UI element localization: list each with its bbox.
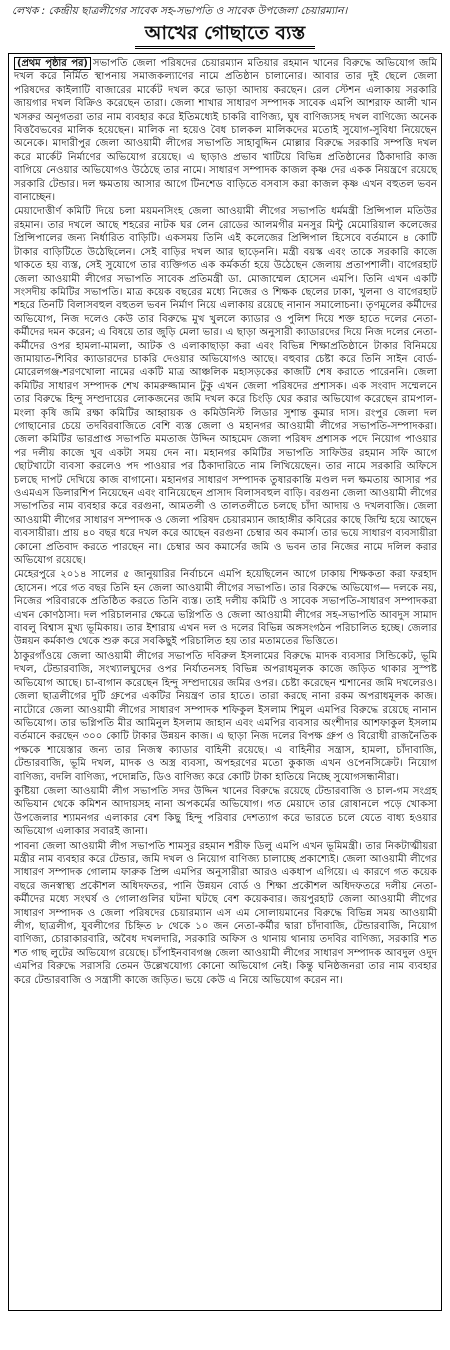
article-paragraph: ঠাকুরগাঁওয়ে জেলা আওয়ামী লীগের সভাপতি দবিরুল ইসলামের বিরুদ্ধে মাদক ব্যবসার সিন্ডিকেট, ভূমি দখল, টেন্ডারবাজি, সংখ্যালঘুদের ওপর নির্যাতনসহ বিভিন্ন অপরাধমূলক কাজে জড়িত থাকার সুস্পষ্ট অভিযোগ আছে। চা-বাগান করেছেন হিন্দু সম্প্রদায়ের জমির ওপর। চেষ্টা করেছেন শ্মশানের জমি দখলেরও। জেলা ছাত্রলীগের দুটি গ্রুপের একটির নিয়ন্ত্রণ তার হাতে। তারা করছে নানা রকম অপরাধমূলক কাজ। নাটোরে জেলা আওয়ামী লীগের সাধারণ সম্পাদক শফিকুল ইসলাম শিমুল এমপির বিরুদ্ধে রয়েছে নানান অভিযোগ। তার ভগ্নিপতি মীর আমিনুল ইসলাম জাহান এবং এমপির ব্যবসার অংশীদার আশফাকুল ইসলাম বর্তমানে করছেন ৩০০ কোটি টাকার উন্নয়ন কাজ। এ ছাড়া নিজ দলের বিপক্ষ গ্রুপ ও বিরোধী রাজনৈতিক পক্ষকে শায়েস্তার জন্য তার নিজস্ব ক্যাডার বাহিনী রয়েছে। এ বাহিনীর সন্ত্রাস, হামলা, চাঁদাবাজি, টেন্ডারবাজি, ভূমি দখল, মাদক ও অস্ত্র ব্যবসা, অপহরণের মতো কুকাজ এখন ওপেনসিক্রেট। নিয়োগ বাণিজ্য, বদলি বাণিজ্য, পদোন্নতি, ডিও বাণিজ্য করে কোটি টাকা হাতিয়ে নিচ্ছে সুযোগসন্ধানীরা। [14, 650, 437, 783]
paragraph-text: সভাপতি জেলা পরিষদের চেয়ারম্যান মতিয়ার রহমান খানের বিরুদ্ধে অভিযোগ জমি দখল করে নির্মিত স্থাপনায় সমাজকল্যাণের নামে প্রতিষ্ঠান চালানোর। আবার তার দুই ছেলে জেলা পরিষদের কাইলাটি বাজারের মার্কেট দখল করে ভাড়া আদায় করছেন। রেল স্টেশন এলাকায় সরকারি জায়গার দখল বিক্রিও করেছেন তারা। জেলা শাখার সাধারণ সম্পাদক সাবেক এমপি আশরাফ আলী খান খসরুর অনুগতরা তার নাম ব্যবহার করে ইতিমধ্যেই চাকরি বাণিজ্য, ঘুষ বাণিজ্যসহ দখল বাণিজ্যে অনেক বিত্তবৈভবের মালিক হয়েছেন। মালিক না হয়েও বৈধ চালকল মালিকদের মতোই সুযোগ-সুবিধা নিয়েছেন অনেকে। মাদারীপুর জেলা আওয়ামী লীগের সভাপতি সাহাবুদ্দিন মোল্লার বিরুদ্ধে সরকারি সম্পত্তি দখল করে মার্কেট নির্মাণের অভিযোগ রয়েছে। এ ছাড়াও প্রভাব খাটিয়ে বিভিন্ন প্রতিষ্ঠানের ঠিকাদারি কাজ বাগিয়ে নেওয়ার অভিযোগও উঠেছে তার নামে। সাধারণ সম্পাদক কাজল কৃষ্ণ দের একক নিয়ন্ত্রণে রয়েছে সরকারি টেন্ডার। দল ক্ষমতায় আসার আগে টিনশেড বাড়িতে বসবাস করা কাজল কৃষ্ণ এখন বহুতল ভবন বানাচ্ছেন। [14, 58, 437, 204]
author-byline: লেখক : কেন্দ্রীয় ছাত্রলীগের সাবেক সহ-সভাপতি ও সাবেক উপজেলা চেয়ারম্যান। [12, 5, 348, 17]
headline: আখের গোছাতে ব্যস্ত [135, 21, 315, 49]
article-paragraph: কুষ্টিয়া জেলা আওয়ামী লীগ সভাপতি সদর উদ্দিন খানের বিরুদ্ধে রয়েছে টেন্ডারবাজি ও চাল-গম সংগ্রহ অভিযান থেকে কমিশন আদায়সহ নানা অপকর্মের অভিযোগ। গত মেয়াদে তার রোষানলে পড়ে খোকসা উপজেলার শ্যামনগর এলাকার বেশ কিছু হিন্দু পরিবার দেশত্যাগ করে ভারতে চলে যেতে বাধ্য হওয়ার অভিযোগ এলাকার সবারই জানা। [14, 785, 437, 838]
article-paragraph: মেয়াদোত্তীর্ণ কমিটি দিয়ে চলা ময়মনসিংহ জেলা আওয়ামী লীগের সভাপতি ধর্মমন্ত্রী প্রিন্সিপাল মতিউর রহমান। তার দখলে আছে শহরের নাটক ঘর লেন রোডের আলমগীর মনসুর মিন্টু মেমোরিয়াল কলেজের প্রিন্সিপালের জন্য নির্ধারিত বাড়িটি। একসময় তিনি এই কলেজের প্রিন্সিপাল হিসেবে বর্তমানে ৪ কোটি টাকার বাড়িটিতে উঠেছিলেন। সেই বাড়ির দখল আর ছাড়েননি। মন্ত্রী বয়স্ক এবং তাকে সরকারি কাজে থাকতে হয় ব্যস্ত, সেই সুযোগে তার ব্যক্তিগত এক কর্মকর্তা হয়ে উঠেছেন জেলায় প্রতাপশালী। বাগেরহাট জেলা আওয়ামী লীগের সভাপতি সাবেক প্রতিমন্ত্রী ডা. মোজাম্মেল হোসেন এমপি। তিনি এখন একটি সংসদীয় কমিটির সভাপতি। মাত্র কয়েক বছরের মধ্যে নিজের ও শিক্ষক ছেলের ঢাকা, খুলনা ও বাগেরহাট শহরে তিনটি বিলাসবহুল বহুতল ভবন নির্মাণ নিয়ে এলাকায় রয়েছে নানান সমালোচনা। তৃণমূলের কর্মীদের অভিযোগ, নিজ দলেও কেউ তার বিরুদ্ধে মুখ খুললে ক্যাডার ও পুলিশ দিয়ে শক্ত হাতে দলের নেতা-কর্মীদের দমন করেন; এ বিষয়ে তার জুড়ি মেলা ভার। এ ছাড়া অনুসারী ক্যাডারদের দিয়ে নিজ দলের নেতা-কর্মীদের ওপর হামলা-মামলা, আটক ও এলাকাছাড়া করা এবং বিভিন্ন শিক্ষাপ্রতিষ্ঠানে টাকার বিনিময়ে জামায়াত-শিবির ক্যাডারদের চাকরি দেওয়ার অভিযোগও আছে। বহুবার চেষ্টা করে তিনি সাইন বোর্ড-মোরেলগঞ্জ-শরণখোলা নামের একটি মাত্র আঞ্চলিক মহাসড়কের কাজটি শেষ করাতে পারেননি। জেলা কমিটির সাধারণ সম্পাদক শেখ কামরুজ্জামান টুকু এখন জেলা পরিষদের প্রশাসক। এক সংবাদ সম্মেলনে তার বিরুদ্ধে হিন্দু সম্প্রদায়ের লোকজনের জমি দখল করে চিংড়ি ঘের করার অভিযোগ করেছেন রামপাল-মংলা কৃষি জমি রক্ষা কমিটির আহ্বায়ক ও কমিউনিস্ট লিডার সুশান্ত কুমার দাস। রংপুর জেলা দল গোছানোর চেয়ে তদবিরবাজিতে বেশি ব্যস্ত জেলা ও মহানগর আওয়ামী লীগের সভাপতি-সম্পাদকরা। জেলা কমিটির ভারপ্রাপ্ত সভাপতি মমতাজ উদ্দিন আহমেদ জেলা পরিষদ প্রশাসক পদে নিয়োগ পাওয়ার পর দলীয় কাজে খুব একটা সময় দেন না। মহানগর কমিটির সভাপতি সাফিউর রহমান সফি আগে ছোটখাটো ব্যবসা করলেও পদ পাওয়ার পর ঠিকাদারিতে নাম লিখিয়েছেন। তার নামে সরকারি অফিসে চলছে দাপট দেখিয়ে কাজ বাগানো। মহানগর সাধারণ সম্পাদক তুষারকান্তি মণ্ডল দল ক্ষমতায় আসার পর ওএমএস ডিলারশিপ নিয়েছেন এবং বানিয়েছেন প্রাসাদ বিলাসবহুল বাড়ি। বরগুনা জেলা আওয়ামী লীগের সভাপতির নাম ব্যবহার করে বরগুনা, আমতলী ও তালতলীতে চলছে চাঁদা আদায় ও দখলবাজি। জেলা আওয়ামী লীগের সাধারণ সম্পাদক ও জেলা পরিষদ চেয়ারম্যান জাহাঙ্গীর কবিরের কাছে জিম্মি হয়ে আছেন ব্যবসায়ীরা। প্রায় ৪০ বছর ধরে দখল করে আছেন বরগুনা চেম্বার অব কমার্স। তার ভয়ে সাধারণ ব্যবসায়ীরা কোনো প্রতিবাদ করতে পারছেন না। চেম্বার অব কমার্সের জমি ও ভবন তার নিজের নামে দলিল করার অভিযোগ রয়েছে। [14, 206, 437, 567]
article-paragraph: পাবনা জেলা আওয়ামী লীগ সভাপতি শামসুর রহমান শরীফ ডিলু এমপি এখন ভূমিমন্ত্রী। তার নিকটাত্মীয়রা মন্ত্রীর নাম ব্যবহার করে টেন্ডার, জমি দখল ও নিয়োগ বাণিজ্য চালাচ্ছে প্রকাশ্যেই। জেলা আওয়ামী লীগের সাধারণ সম্পাদক গোলাম ফারুক প্রিন্স এমপির অনুসারীরা আরও একধাপ এগিয়ে। এ কারণে গত কয়েক বছরে জনস্বাস্থ্য প্রকৌশল অধিদফতর, পানি উন্নয়ন বোর্ড ও শিক্ষা প্রকৌশল অধিদফতরে দলীয় নেতা-কর্মীদের মধ্যে সংঘর্ষ ও গোলাগুলির ঘটনা ঘটছে বেশ কয়েকবার। জয়পুরহাট জেলা আওয়ামী লীগের সাধারণ সম্পাদক ও জেলা পরিষদের চেয়ারম্যান এস এম সোলায়মানের বিরুদ্ধে বিভিন্ন সময় আওয়ামী লীগ, ছাত্রলীগ, যুবলীগের চিহ্নিত ৮ থেকে ১০ জন নেতা-কর্মীর দ্বারা চাঁদাবাজি, টেন্ডারবাজি, নিয়োগ বাণিজ্য, চোরাকারবারি, অবৈধ দখলদারি, সরকারি অফিস ও থানায় থানায় তদবির বাণিজ্য, সরকারি শত শত গাছ লুটের অভিযোগ রয়েছে। চাঁপাইনবাবগঞ্জ জেলা আওয়ামী লীগের সাধারণ সম্পাদক আবদুল ওদুদ এমপির বিরুদ্ধে সরাসরি তেমন উল্লেখযোগ্য কোনো অভিযোগ নেই। কিন্তু ঘনিষ্ঠজনরা তার নাম ব্যবহার করে টেন্ডারবাজি ও সন্ত্রাসী কাজে জড়িত। ভয়ে কেউ এ নিয়ে অভিযোগ করেন না। [14, 840, 437, 986]
headline-container [8, 21, 442, 49]
article-paragraph [14, 57, 437, 204]
article-body [8, 53, 442, 1311]
continued-from-tag: (প্রথম পৃষ্ঠার পর) [14, 57, 91, 70]
article-paragraph: মেহেরপুরে ২০১৪ সালের ৫ জানুয়ারির নির্বাচনে এমপি হয়েছিলেন আগে ঢাকায় শিক্ষকতা করা ফরহাদ হোসেন। পরে গত বছর তিনি হন জেলা আওয়ামী লীগের সভাপতি। তার বিরুদ্ধে অভিযোগ— দলকে নয়, নিজের পরিবারকে প্রতিষ্ঠিত করতে তিনি ব্যস্ত। তাই দলীয় কমিটি ও সাবেক সভাপতি-সাধারণ সম্পাদকরা এখন কোণঠাসা। দল পরিচালনার ক্ষেত্রে ভগ্নিপতি ও জেলা আওয়ামী লীগের সহ-সভাপতি আবদুস সামাদ বাবলু বিশ্বাস মুখ্য ভূমিকায়। তার ইশারায় এখন দল ও দলের বিভিন্ন অঙ্গসংগঠন পরিচালিত হচ্ছে। জেলার উন্নয়ন কর্মকাণ্ড থেকে শুরু করে সবকিছুই পরিচালিত হয় তার মতামতের ভিত্তিতে। [14, 569, 437, 648]
